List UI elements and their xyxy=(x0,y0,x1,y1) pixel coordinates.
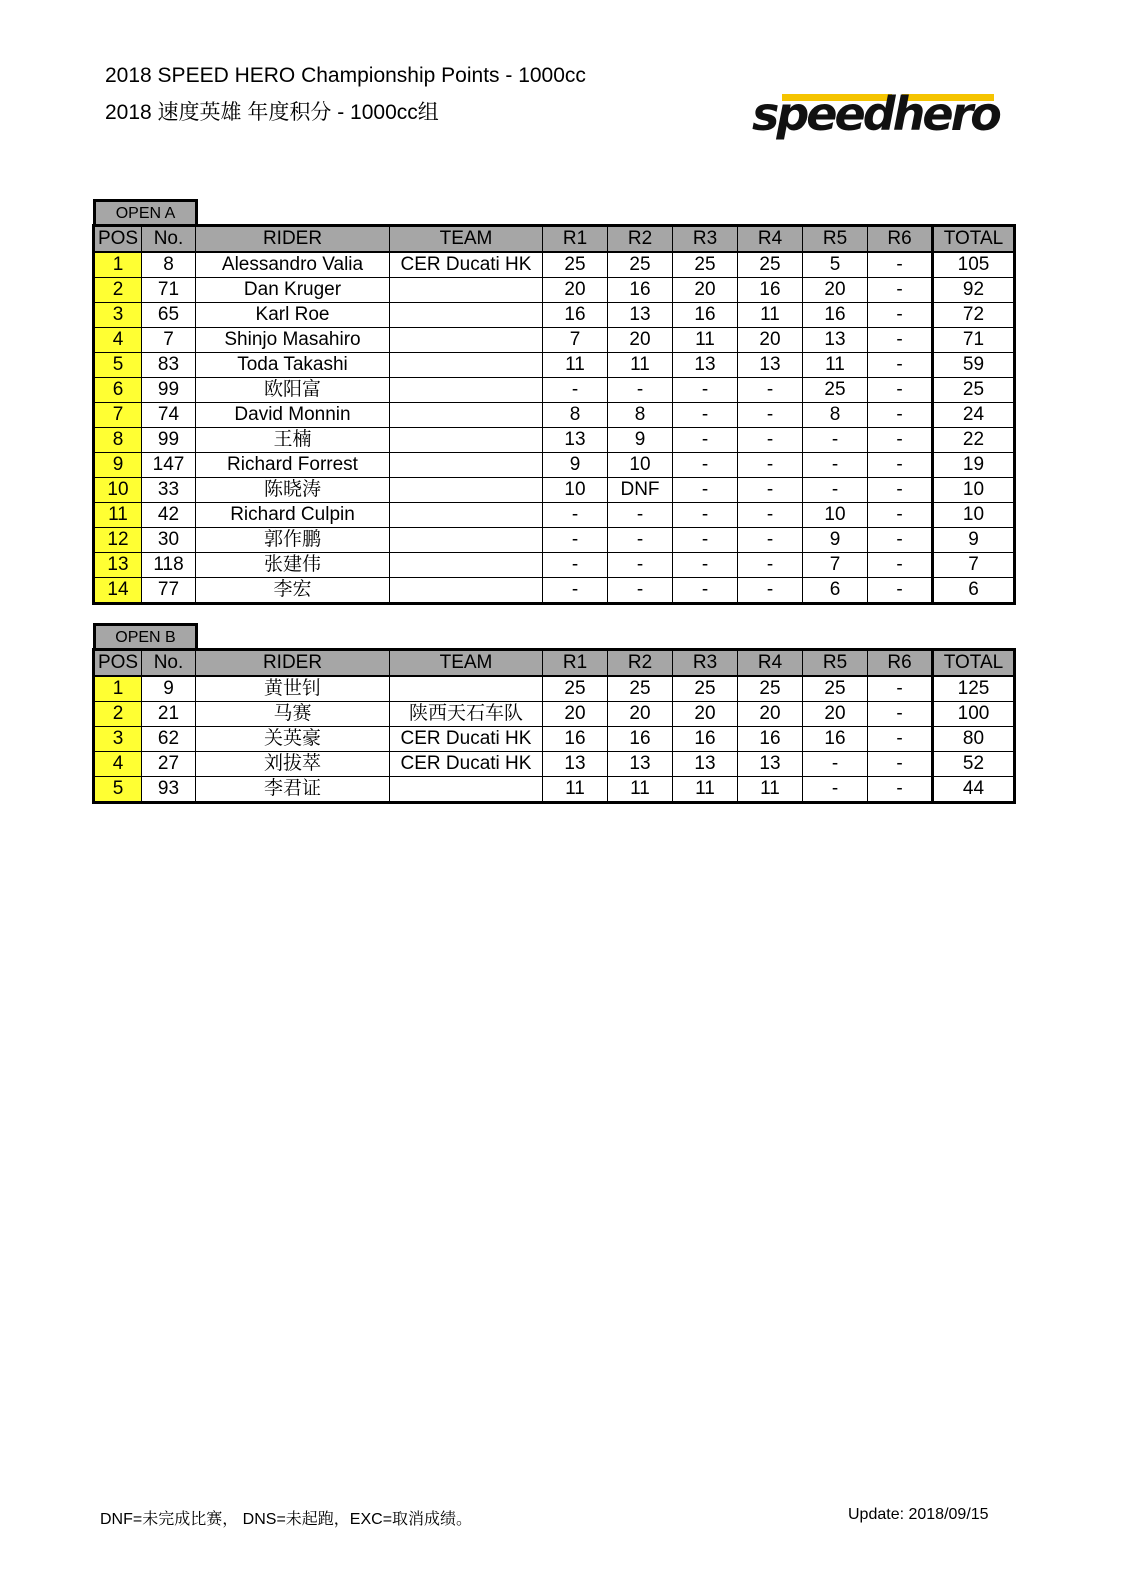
col-header-r4: R4 xyxy=(738,226,803,253)
cell-r2: 13 xyxy=(608,752,673,777)
cell-r2: - xyxy=(608,503,673,528)
page-title-english: 2018 SPEED HERO Championship Points - 1000cc xyxy=(105,64,586,87)
cell-team xyxy=(390,353,543,378)
cell-r6: - xyxy=(868,252,933,278)
cell-pos: 10 xyxy=(94,478,142,503)
cell-r3: 20 xyxy=(673,702,738,727)
cell-r6: - xyxy=(868,528,933,553)
table-row xyxy=(94,303,1015,328)
logo-wordmark: speedhero xyxy=(752,87,999,141)
cell-r3: - xyxy=(673,428,738,453)
cell-r2: 25 xyxy=(608,252,673,278)
cell-r3: - xyxy=(673,578,738,604)
cell-r4: 11 xyxy=(738,303,803,328)
cell-total: 52 xyxy=(933,752,1015,777)
cell-r1: - xyxy=(543,503,608,528)
cell-r4: - xyxy=(738,453,803,478)
col-header-number: No. xyxy=(142,650,196,677)
cell-r5: 8 xyxy=(803,403,868,428)
cell-total: 22 xyxy=(933,428,1015,453)
group-label-open-a: OPEN A xyxy=(93,199,198,224)
cell-r4: 16 xyxy=(738,727,803,752)
cell-r3: 13 xyxy=(673,752,738,777)
cell-r4: 13 xyxy=(738,353,803,378)
cell-r1: 8 xyxy=(543,403,608,428)
cell-r2: 20 xyxy=(608,328,673,353)
cell-r1: 11 xyxy=(543,777,608,803)
cell-r2: - xyxy=(608,378,673,403)
cell-r6: - xyxy=(868,503,933,528)
cell-team xyxy=(390,676,543,702)
cell-rider: David Monnin xyxy=(196,403,390,428)
table-row xyxy=(94,727,1015,752)
cell-r3: - xyxy=(673,503,738,528)
cell-team: CER Ducati HK xyxy=(390,752,543,777)
cell-r3: - xyxy=(673,528,738,553)
cell-r6: - xyxy=(868,676,933,702)
cell-team xyxy=(390,378,543,403)
cell-r3: 11 xyxy=(673,777,738,803)
cell-r4: - xyxy=(738,428,803,453)
table-row xyxy=(94,378,1015,403)
cell-r1: - xyxy=(543,528,608,553)
cell-r6: - xyxy=(868,278,933,303)
cell-r5: 6 xyxy=(803,578,868,604)
cell-r6: - xyxy=(868,328,933,353)
cell-team: 陕西天石车队 xyxy=(390,702,543,727)
cell-team xyxy=(390,403,543,428)
cell-total: 44 xyxy=(933,777,1015,803)
table-header-row xyxy=(94,650,1015,677)
cell-pos: 6 xyxy=(94,378,142,403)
col-header-pos: POS xyxy=(94,226,142,253)
cell-r2: - xyxy=(608,528,673,553)
cell-r2: - xyxy=(608,553,673,578)
cell-r3: 25 xyxy=(673,676,738,702)
cell-rider: Richard Culpin xyxy=(196,503,390,528)
cell-r1: 25 xyxy=(543,252,608,278)
cell-r4: - xyxy=(738,478,803,503)
cell-r4: - xyxy=(738,553,803,578)
col-header-rider: RIDER xyxy=(196,650,390,677)
cell-number: 93 xyxy=(142,777,196,803)
col-header-r6: R6 xyxy=(868,650,933,677)
cell-r6: - xyxy=(868,553,933,578)
cell-rider: 王楠 xyxy=(196,428,390,453)
cell-team xyxy=(390,528,543,553)
cell-rider: 黄世钊 xyxy=(196,676,390,702)
cell-r2: - xyxy=(608,578,673,604)
cell-r3: - xyxy=(673,403,738,428)
cell-r6: - xyxy=(868,727,933,752)
cell-r5: - xyxy=(803,752,868,777)
cell-r1: - xyxy=(543,378,608,403)
cell-number: 147 xyxy=(142,453,196,478)
cell-total: 80 xyxy=(933,727,1015,752)
table-row xyxy=(94,252,1015,278)
cell-r5: 25 xyxy=(803,676,868,702)
col-header-rider: RIDER xyxy=(196,226,390,253)
cell-rider: 张建伟 xyxy=(196,553,390,578)
cell-r2: 13 xyxy=(608,303,673,328)
cell-rider: 郭作鹏 xyxy=(196,528,390,553)
cell-r5: 20 xyxy=(803,278,868,303)
cell-r5: - xyxy=(803,428,868,453)
cell-r3: - xyxy=(673,478,738,503)
table-row xyxy=(94,353,1015,378)
cell-r4: 20 xyxy=(738,702,803,727)
cell-r5: 16 xyxy=(803,727,868,752)
cell-r2: DNF xyxy=(608,478,673,503)
cell-r3: 16 xyxy=(673,303,738,328)
table-row xyxy=(94,403,1015,428)
cell-r2: 20 xyxy=(608,702,673,727)
cell-r1: 20 xyxy=(543,702,608,727)
cell-rider: Toda Takashi xyxy=(196,353,390,378)
cell-pos: 7 xyxy=(94,403,142,428)
cell-pos: 11 xyxy=(94,503,142,528)
cell-total: 10 xyxy=(933,478,1015,503)
cell-r6: - xyxy=(868,303,933,328)
cell-pos: 2 xyxy=(94,278,142,303)
cell-r5: 11 xyxy=(803,353,868,378)
cell-r4: 20 xyxy=(738,328,803,353)
cell-r6: - xyxy=(868,403,933,428)
cell-r4: 25 xyxy=(738,676,803,702)
cell-r2: 10 xyxy=(608,453,673,478)
cell-pos: 5 xyxy=(94,353,142,378)
cell-r3: - xyxy=(673,553,738,578)
col-header-r1: R1 xyxy=(543,226,608,253)
cell-number: 9 xyxy=(142,676,196,702)
cell-rider: 关英豪 xyxy=(196,727,390,752)
cell-r4: 16 xyxy=(738,278,803,303)
cell-team xyxy=(390,553,543,578)
cell-pos: 12 xyxy=(94,528,142,553)
cell-r3: 25 xyxy=(673,252,738,278)
col-header-number: No. xyxy=(142,226,196,253)
col-header-r2: R2 xyxy=(608,650,673,677)
col-header-r5: R5 xyxy=(803,226,868,253)
cell-r3: - xyxy=(673,378,738,403)
cell-number: 7 xyxy=(142,328,196,353)
cell-r1: 9 xyxy=(543,453,608,478)
cell-pos: 14 xyxy=(94,578,142,604)
cell-r2: 16 xyxy=(608,727,673,752)
table-row xyxy=(94,702,1015,727)
cell-pos: 9 xyxy=(94,453,142,478)
cell-r1: 16 xyxy=(543,303,608,328)
cell-team xyxy=(390,328,543,353)
table-row xyxy=(94,428,1015,453)
cell-rider: 陈晓涛 xyxy=(196,478,390,503)
col-header-pos: POS xyxy=(94,650,142,677)
cell-number: 21 xyxy=(142,702,196,727)
col-header-r3: R3 xyxy=(673,650,738,677)
cell-r2: 9 xyxy=(608,428,673,453)
table-row xyxy=(94,752,1015,777)
cell-r1: 13 xyxy=(543,752,608,777)
cell-total: 6 xyxy=(933,578,1015,604)
cell-r2: 11 xyxy=(608,777,673,803)
cell-total: 92 xyxy=(933,278,1015,303)
cell-total: 71 xyxy=(933,328,1015,353)
cell-r5: 13 xyxy=(803,328,868,353)
cell-team xyxy=(390,428,543,453)
cell-number: 74 xyxy=(142,403,196,428)
cell-r1: - xyxy=(543,578,608,604)
cell-r5: 9 xyxy=(803,528,868,553)
cell-r3: 13 xyxy=(673,353,738,378)
standings-table-open-b xyxy=(92,648,1016,804)
cell-pos: 13 xyxy=(94,553,142,578)
page-title-chinese: 2018 速度英雄 年度积分 - 1000cc组 xyxy=(105,101,439,124)
cell-r3: 16 xyxy=(673,727,738,752)
cell-number: 77 xyxy=(142,578,196,604)
table-row xyxy=(94,553,1015,578)
cell-number: 42 xyxy=(142,503,196,528)
cell-number: 8 xyxy=(142,252,196,278)
cell-r1: 20 xyxy=(543,278,608,303)
cell-pos: 8 xyxy=(94,428,142,453)
cell-r4: - xyxy=(738,378,803,403)
cell-r5: 5 xyxy=(803,252,868,278)
cell-r4: 25 xyxy=(738,252,803,278)
table-row xyxy=(94,278,1015,303)
col-header-r2: R2 xyxy=(608,226,673,253)
footer-legend: DNF=未完成比赛， DNS=未起跑，EXC=取消成绩。 xyxy=(100,1511,473,1528)
cell-total: 105 xyxy=(933,252,1015,278)
cell-total: 24 xyxy=(933,403,1015,428)
col-header-total: TOTAL xyxy=(933,226,1015,253)
cell-number: 27 xyxy=(142,752,196,777)
cell-total: 7 xyxy=(933,553,1015,578)
table-header-row xyxy=(94,226,1015,253)
cell-number: 65 xyxy=(142,303,196,328)
cell-number: 33 xyxy=(142,478,196,503)
cell-pos: 1 xyxy=(94,676,142,702)
table-row xyxy=(94,503,1015,528)
cell-total: 100 xyxy=(933,702,1015,727)
cell-r5: - xyxy=(803,453,868,478)
cell-number: 99 xyxy=(142,378,196,403)
cell-total: 10 xyxy=(933,503,1015,528)
cell-r2: 16 xyxy=(608,278,673,303)
cell-r5: - xyxy=(803,777,868,803)
cell-r4: - xyxy=(738,403,803,428)
cell-team xyxy=(390,278,543,303)
cell-r1: 25 xyxy=(543,676,608,702)
cell-total: 9 xyxy=(933,528,1015,553)
col-header-r5: R5 xyxy=(803,650,868,677)
col-header-r6: R6 xyxy=(868,226,933,253)
table-row xyxy=(94,676,1015,702)
cell-pos: 2 xyxy=(94,702,142,727)
cell-rider: 马赛 xyxy=(196,702,390,727)
cell-number: 118 xyxy=(142,553,196,578)
cell-number: 71 xyxy=(142,278,196,303)
cell-pos: 5 xyxy=(94,777,142,803)
cell-r6: - xyxy=(868,478,933,503)
table-row xyxy=(94,528,1015,553)
cell-total: 125 xyxy=(933,676,1015,702)
cell-r1: 13 xyxy=(543,428,608,453)
cell-team xyxy=(390,303,543,328)
cell-r5: 25 xyxy=(803,378,868,403)
cell-team: CER Ducati HK xyxy=(390,252,543,278)
cell-r6: - xyxy=(868,702,933,727)
cell-r1: 7 xyxy=(543,328,608,353)
cell-number: 83 xyxy=(142,353,196,378)
cell-r2: 11 xyxy=(608,353,673,378)
table-row xyxy=(94,777,1015,803)
cell-pos: 3 xyxy=(94,303,142,328)
cell-r2: 25 xyxy=(608,676,673,702)
standings-table-open-a xyxy=(92,224,1016,605)
cell-pos: 4 xyxy=(94,752,142,777)
cell-rider: Alessandro Valia xyxy=(196,252,390,278)
group-label-open-b: OPEN B xyxy=(93,623,198,648)
col-header-r1: R1 xyxy=(543,650,608,677)
cell-team: CER Ducati HK xyxy=(390,727,543,752)
cell-rider: 李君证 xyxy=(196,777,390,803)
cell-rider: Shinjo Masahiro xyxy=(196,328,390,353)
cell-r6: - xyxy=(868,353,933,378)
cell-r4: - xyxy=(738,528,803,553)
cell-team xyxy=(390,453,543,478)
cell-r5: 16 xyxy=(803,303,868,328)
cell-r3: - xyxy=(673,453,738,478)
cell-number: 30 xyxy=(142,528,196,553)
col-header-total: TOTAL xyxy=(933,650,1015,677)
table-row xyxy=(94,478,1015,503)
cell-r3: 11 xyxy=(673,328,738,353)
col-header-r3: R3 xyxy=(673,226,738,253)
cell-rider: 欧阳富 xyxy=(196,378,390,403)
cell-rider: 李宏 xyxy=(196,578,390,604)
cell-r6: - xyxy=(868,453,933,478)
cell-r5: 7 xyxy=(803,553,868,578)
cell-r1: - xyxy=(543,553,608,578)
cell-pos: 4 xyxy=(94,328,142,353)
cell-r2: 8 xyxy=(608,403,673,428)
cell-pos: 3 xyxy=(94,727,142,752)
cell-team xyxy=(390,478,543,503)
cell-r4: - xyxy=(738,578,803,604)
cell-team xyxy=(390,578,543,604)
cell-r6: - xyxy=(868,777,933,803)
cell-r4: - xyxy=(738,503,803,528)
cell-rider: Karl Roe xyxy=(196,303,390,328)
cell-total: 59 xyxy=(933,353,1015,378)
cell-r5: 20 xyxy=(803,702,868,727)
cell-number: 62 xyxy=(142,727,196,752)
cell-r1: 11 xyxy=(543,353,608,378)
cell-rider: Dan Kruger xyxy=(196,278,390,303)
cell-r1: 10 xyxy=(543,478,608,503)
col-header-r4: R4 xyxy=(738,650,803,677)
table-row xyxy=(94,453,1015,478)
cell-rider: Richard Forrest xyxy=(196,453,390,478)
cell-number: 99 xyxy=(142,428,196,453)
table-row xyxy=(94,578,1015,604)
cell-team xyxy=(390,777,543,803)
cell-r6: - xyxy=(868,428,933,453)
cell-r3: 20 xyxy=(673,278,738,303)
cell-r1: 16 xyxy=(543,727,608,752)
cell-r4: 13 xyxy=(738,752,803,777)
cell-r6: - xyxy=(868,378,933,403)
cell-pos: 1 xyxy=(94,252,142,278)
cell-rider: 刘拔萃 xyxy=(196,752,390,777)
col-header-team: TEAM xyxy=(390,226,543,253)
cell-team xyxy=(390,503,543,528)
footer-update-date: Update: 2018/09/15 xyxy=(848,1506,989,1523)
cell-total: 19 xyxy=(933,453,1015,478)
cell-r5: 10 xyxy=(803,503,868,528)
cell-r4: 11 xyxy=(738,777,803,803)
cell-r6: - xyxy=(868,752,933,777)
cell-r6: - xyxy=(868,578,933,604)
col-header-team: TEAM xyxy=(390,650,543,677)
cell-total: 72 xyxy=(933,303,1015,328)
speedhero-logo xyxy=(752,82,1014,152)
table-row xyxy=(94,328,1015,353)
cell-r5: - xyxy=(803,478,868,503)
cell-total: 25 xyxy=(933,378,1015,403)
